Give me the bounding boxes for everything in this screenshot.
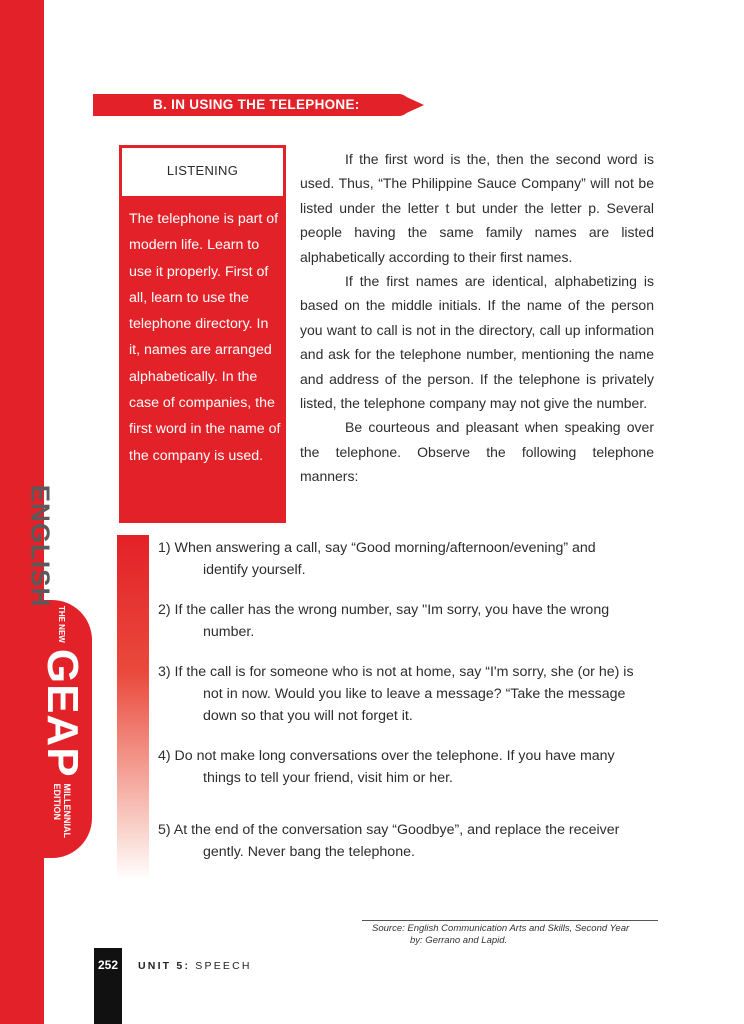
list-item-line: down so that you will not forget it. bbox=[203, 708, 413, 724]
source-line-2: by: Gerrano and Lapid. bbox=[410, 935, 508, 946]
unit-title: SPEECH bbox=[195, 960, 252, 972]
brand-name: GEAP bbox=[38, 648, 87, 778]
paragraph: If the first word is the, then the second word is used. Thus, “The Philippine Sauce Company” will not be listed under the letter t but under the letter p. Several people having the same family names are listed alphabetically according to their first names. bbox=[300, 151, 654, 265]
heading-arrow-tip bbox=[400, 94, 424, 116]
brand-suffix-1: MILLENNIAL bbox=[62, 783, 72, 839]
list-accent-bar bbox=[117, 535, 149, 880]
section-heading: B. IN USING THE TELEPHONE: bbox=[93, 94, 410, 116]
list-item bbox=[158, 745, 658, 789]
page-number: 252 bbox=[97, 958, 119, 972]
unit-label bbox=[138, 960, 252, 972]
listening-body: The telephone is part of modern life. Learn to use it properly. First of all, learn to use the telephone directory. In it, names are arranged alphabetically. In the case of companies, the first word in the name of the company is used. bbox=[129, 211, 281, 464]
list-item bbox=[158, 661, 658, 727]
list-item-line: number. bbox=[203, 624, 255, 640]
list-item-line: gently. Never bang the telephone. bbox=[203, 844, 415, 860]
list-item-line: identify yourself. bbox=[203, 562, 306, 578]
unit-number: UNIT 5: bbox=[138, 960, 191, 972]
list-item-line: not in now. Would you like to leave a message? “Take the message bbox=[203, 686, 626, 702]
list-item-line: 1) When answering a call, say “Good morning/afternoon/evening” and bbox=[158, 540, 596, 556]
subject-label: ENGLISH bbox=[25, 484, 56, 608]
listening-title: LISTENING bbox=[122, 148, 283, 196]
list-item-line: 3) If the call is for someone who is not at home, say “I'm sorry, she (or he) is bbox=[158, 664, 634, 680]
body-text bbox=[300, 147, 654, 489]
brand-suffix bbox=[52, 784, 72, 839]
list-item bbox=[158, 599, 658, 643]
source-line-1: Source: English Communication Arts and Skills, Second Year bbox=[372, 923, 630, 934]
list-item bbox=[158, 537, 658, 581]
paragraph: Be courteous and pleasant when speaking over the telephone. Observe the following telephone manners: bbox=[300, 419, 654, 485]
list-item-line: things to tell your friend, visit him or her. bbox=[203, 770, 453, 786]
source-divider bbox=[362, 920, 658, 921]
paragraph: If the first names are identical, alphabetizing is based on the middle initials. If the name of the person you want to call is not in the directory, call up information and ask for the telephone number, mentioning the name and address of the person. If the telephone is privately listed, the telephone company may not give the number. bbox=[300, 273, 654, 412]
list-item-line: 5) At the end of the conversation say “Goodbye”, and replace the receiver bbox=[158, 822, 620, 838]
list-item bbox=[158, 819, 658, 863]
list-item-line: 2) If the caller has the wrong number, say "Im sorry, you have the wrong bbox=[158, 602, 610, 618]
brand-suffix-2: EDITION bbox=[52, 783, 62, 821]
list-item-line: 4) Do not make long conversations over the telephone. If you have many bbox=[158, 748, 615, 764]
brand-logo bbox=[38, 605, 87, 839]
brand-prefix: THE NEW bbox=[57, 605, 67, 643]
source-citation bbox=[372, 923, 658, 947]
